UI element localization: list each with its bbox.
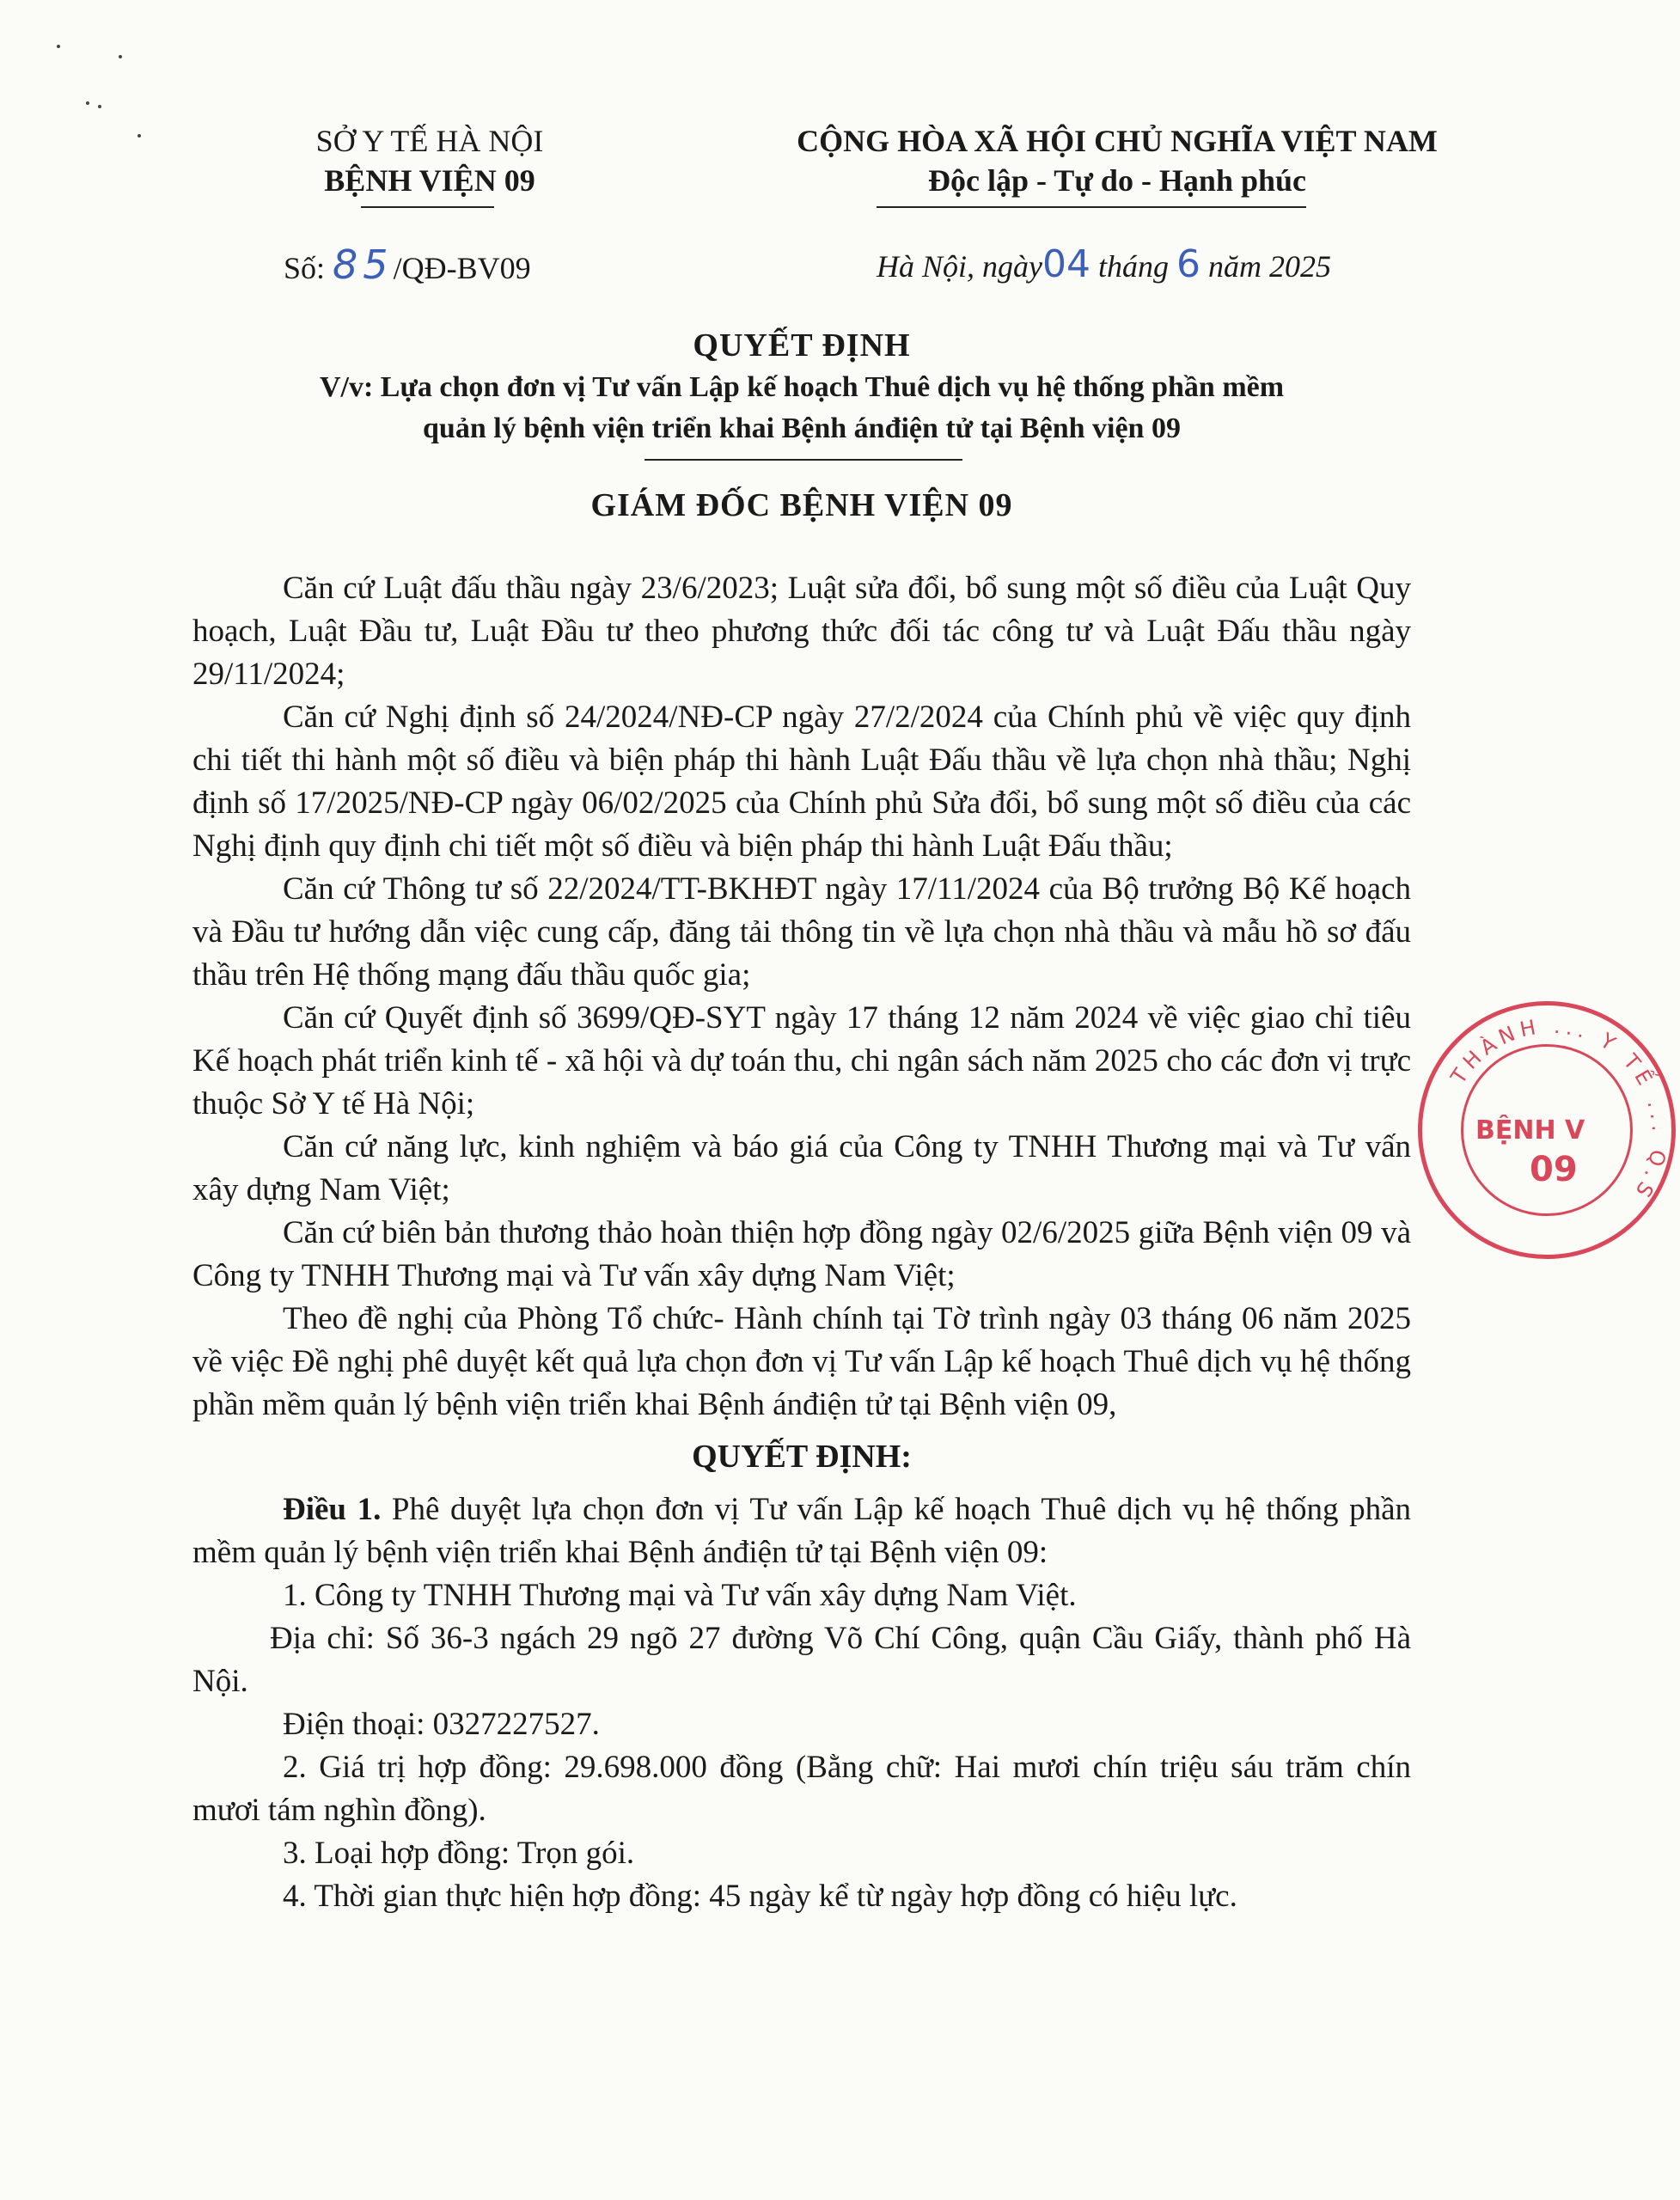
date-prefix: Hà Nội, ngày — [877, 249, 1042, 284]
org-parent: SỞ Y TẾ HÀ NỘI — [315, 124, 544, 158]
official-seal — [1418, 1001, 1676, 1259]
authority-heading: GIÁM ĐỐC BỆNH VIỆN 09 — [590, 487, 1013, 523]
date-day-handwritten: 04 — [1042, 242, 1090, 286]
doc-number — [284, 241, 662, 288]
decision-heading: QUYẾT ĐỊNH: — [692, 1439, 912, 1475]
article-1-item-4: 4. Thời gian thực hiện hợp đồng: 45 ngày kể từ ngày hợp đồng có hiệu lực. — [283, 1879, 1237, 1914]
scan-speck — [86, 101, 89, 105]
article-1-item-2: 2. Giá trị hợp đồng: 29.698.000 đồng (Bằng chữ: Hai mươi chín triệu sáu trăm chín mươi tám nghìn đồng). — [192, 1750, 1411, 1828]
country-name: CỘNG HÒA XÃ HỘI CHỦ NGHĨA VIỆT NAM — [797, 124, 1438, 158]
scan-speck — [57, 45, 60, 48]
scan-speck — [98, 105, 101, 108]
basis-paragraph: Căn cứ năng lực, kinh nghiệm và báo giá của Công ty TNHH Thương mại và Tư vấn xây dựng Nam Việt; — [192, 1129, 1411, 1207]
article-1-address: Địa chỉ: Số 36-3 ngách 29 ngõ 27 đường Võ Chí Công, quận Cầu Giấy, thành phố Hà Nội. — [192, 1621, 1411, 1699]
date-month-label: tháng — [1098, 249, 1170, 284]
basis-paragraph: Căn cứ biên bản thương thảo hoàn thiện hợp đồng ngày 02/6/2025 giữa Bệnh viện 09 và Công ty TNHH Thương mại và Tư vấn xây dựng Nam Việt; — [192, 1215, 1411, 1293]
scan-speck — [137, 134, 141, 138]
decision-title: QUYẾT ĐỊNH — [693, 327, 911, 364]
doc-date — [877, 242, 1538, 286]
basis-paragraph: Căn cứ Luật đấu thầu ngày 23/6/2023; Luật sửa đổi, bổ sung một số điều của Luật Quy hoạch, Luật Đầu tư, Luật Đầu tư theo phương thức đối tác công tư và Luật Đấu thầu ngày 29/11/2024; — [192, 571, 1411, 692]
basis-paragraph: Căn cứ Quyết định số 3699/QĐ-SYT ngày 17 tháng 12 năm 2024 về việc giao chỉ tiêu Kế hoạch phát triển kinh tế - xã hội và dự toán thu, chi ngân sách năm 2025 cho các đơn vị trực thuộc Sở Y tế Hà Nội; — [192, 1000, 1411, 1121]
doc-number-label: Số: — [284, 251, 326, 285]
scan-speck — [119, 55, 122, 58]
org-underline — [361, 206, 494, 208]
doc-number-suffix: /QĐ-BV09 — [393, 251, 531, 285]
article-1-text: Phê duyệt lựa chọn đơn vị Tư vấn Lập kế hoạch Thuê dịch vụ hệ thống phần mềm quản lý bệnh viện triển khai Bệnh ánđiện tử tại Bệnh viện 09: — [192, 1492, 1412, 1570]
basis-paragraph: Theo đề nghị của Phòng Tổ chức- Hành chính tại Tờ trình ngày 03 tháng 06 năm 2025 về việc Đề nghị phê duyệt kết quả lựa chọn đơn vị Tư vấn Lập kế hoạch Thuê dịch vụ hệ thống phần mềm quản lý bệnh viện triển khai Bệnh ánđiện tử tại Bệnh viện 09, — [192, 1301, 1411, 1422]
article-1-label: Điều 1. — [283, 1492, 382, 1527]
document-body — [192, 567, 1411, 1918]
article-1-phone: Điện thoại: 0327227527. — [283, 1707, 600, 1742]
date-year: năm 2025 — [1208, 249, 1332, 284]
subject-line-2: quản lý bệnh viện triển khai Bệnh ánđiện tử tại Bệnh viện 09 — [423, 412, 1181, 444]
basis-paragraph: Căn cứ Nghị định số 24/2024/NĐ-CP ngày 27/2/2024 của Chính phủ về việc quy định chi tiết thi hành một số điều và biện pháp thi hành Luật Đấu thầu về lựa chọn nhà thầu; Nghị định số 17/2025/NĐ-CP ngày 06/02/2025 của Chính phủ Sửa đổi, bổ sung một số điều của các Nghị định quy định chi tiết một số điều và biện pháp thi hành Luật Đấu thầu; — [192, 700, 1411, 864]
org-name: BỆNH VIỆN 09 — [324, 163, 535, 198]
subject-line-1: V/v: Lựa chọn đơn vị Tư vấn Lập kế hoạch Thuê dịch vụ hệ thống phần mềm — [319, 371, 1285, 403]
basis-paragraph: Căn cứ Thông tư số 22/2024/TT-BKHĐT ngày 17/11/2024 của Bộ trưởng Bộ Kế hoạch và Đầu tư hướng dẫn việc cung cấp, đăng tải thông tin về lựa chọn nhà thầu và mẫu hồ sơ đấu thầu trên Hệ thống mạng đấu thầu quốc gia; — [192, 871, 1411, 993]
article-1 — [192, 1488, 1411, 1574]
article-1-item-1: 1. Công ty TNHH Thương mại và Tư vấn xây dựng Nam Việt. — [283, 1578, 1077, 1613]
date-month-handwritten: 6 — [1176, 242, 1201, 286]
subject-underline — [645, 459, 962, 461]
doc-number-handwritten: 85 — [333, 241, 394, 288]
seal-number: 09 — [1530, 1150, 1578, 1189]
seal-name: BỆNH V — [1475, 1115, 1585, 1146]
seal-ring-caption: THÀNH ... Y TẾ ... Q.S — [1445, 1013, 1672, 1206]
article-1-item-3: 3. Loại hợp đồng: Trọn gói. — [283, 1836, 635, 1871]
motto-underline — [877, 206, 1306, 208]
motto: Độc lập - Tự do - Hạnh phúc — [927, 163, 1307, 198]
